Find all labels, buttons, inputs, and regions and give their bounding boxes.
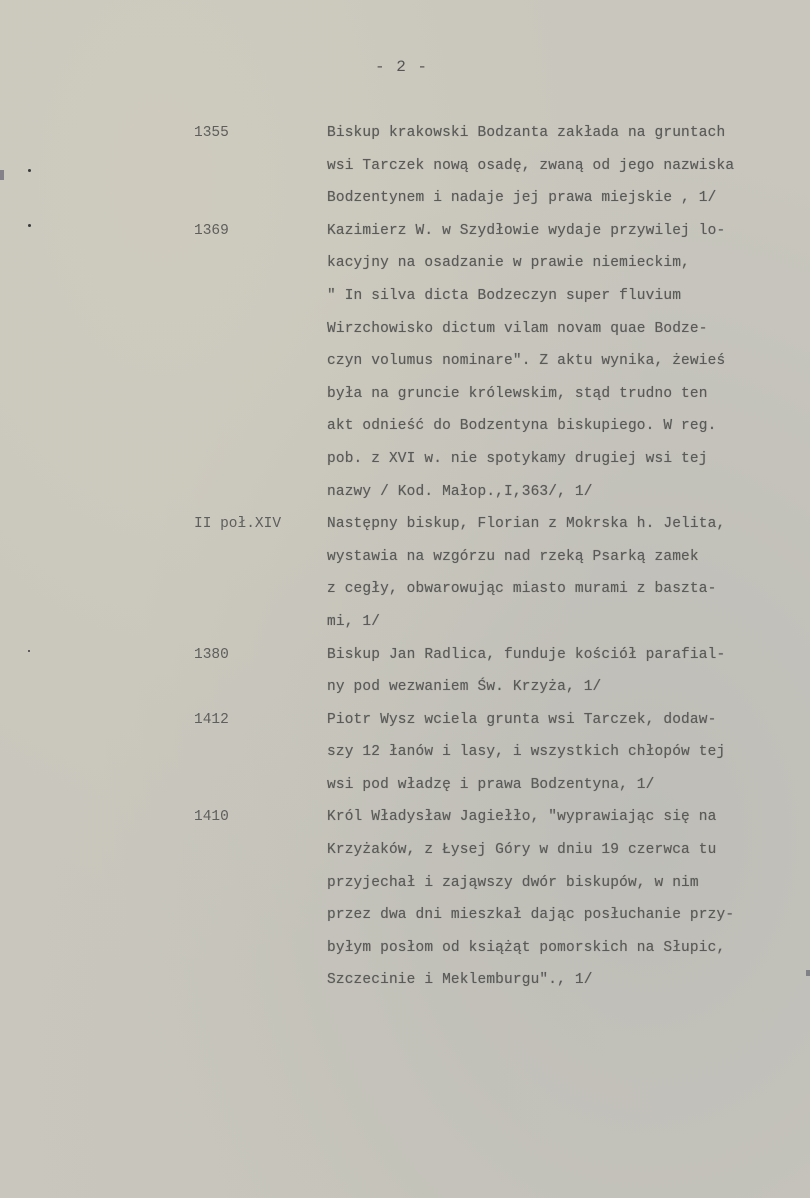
edge-mark xyxy=(806,970,810,976)
text-line: byłym posłom od książąt pomorskich na Słupic, xyxy=(327,939,726,956)
edge-mark xyxy=(0,170,4,180)
page-number: - 2 - xyxy=(375,58,429,76)
chronology-entry xyxy=(0,704,810,802)
text-line: wsi Tarczek nową osadę, zwaną od jego nazwiska xyxy=(327,157,735,174)
paper-speck xyxy=(28,650,30,652)
entry-year: 1412 xyxy=(194,711,229,728)
text-line: akt odnieść do Bodzentyna biskupiego. W reg. xyxy=(327,418,717,435)
text-line: " In silva dicta Bodzeczyn super fluvium xyxy=(327,287,682,304)
entry-text xyxy=(327,117,810,215)
text-line: mi, 1/ xyxy=(327,613,381,630)
text-line: przez dwa dni mieszkał dając posłuchanie przy- xyxy=(327,907,735,924)
entry-year: 1355 xyxy=(194,125,229,141)
text-line: czyn volumus nominare". Z aktu wynika, żewieś xyxy=(327,353,726,370)
text-line: Biskup krakowski Bodzanta zakłada na gruntach xyxy=(327,125,726,141)
text-line: Wirzchowisko dictum vilam novam quae Bodze- xyxy=(327,320,708,337)
text-line: wystawia na wzgórzu nad rzeką Psarką zamek xyxy=(327,548,699,565)
entry-text xyxy=(327,639,810,704)
chronology-entry xyxy=(0,117,810,215)
text-line: ny pod wezwaniem Św. Krzyża, 1/ xyxy=(327,679,602,696)
entry-text xyxy=(327,801,810,997)
text-line: Kazimierz W. w Szydłowie wydaje przywilej lo- xyxy=(327,222,726,239)
text-line: wsi pod władzę i prawa Bodzentyna, 1/ xyxy=(327,776,655,793)
entry-text xyxy=(327,704,810,802)
entry-year: II poł.XIV xyxy=(194,516,282,533)
text-line: z cegły, obwarowując miasto murami z baszta- xyxy=(327,581,717,598)
text-line: pob. z XVI w. nie spotykamy drugiej wsi tej xyxy=(327,450,708,467)
paper-speck xyxy=(28,169,31,172)
entry-year: 1380 xyxy=(194,646,229,663)
chronology-entry xyxy=(0,639,810,704)
entry-text xyxy=(327,508,810,638)
text-line: przyjechał i zająwszy dwór biskupów, w nim xyxy=(327,874,699,891)
chronology-entry xyxy=(0,215,810,508)
text-line: nazwy / Kod. Małop.,I,363/, 1/ xyxy=(327,483,593,500)
text-line: Następny biskup, Florian z Mokrska h. Jelita, xyxy=(327,516,726,533)
entry-year: 1369 xyxy=(194,222,229,239)
text-line: Piotr Wysz wcielа grunta wsi Tarczek, dodaw- xyxy=(327,711,717,728)
text-line: Szczecinie i Meklemburgu"., 1/ xyxy=(327,972,593,989)
chronology-entry xyxy=(0,508,810,638)
paper-speck xyxy=(28,224,31,227)
text-line: Bodzentynem i nadaje jej prawa miejskie , 1/ xyxy=(327,190,717,207)
text-line: Krzyżaków, z Łysej Góry w dniu 19 czerwca tu xyxy=(327,842,717,859)
chronology-list xyxy=(0,117,810,997)
text-line: szy 12 łanów i lasy, i wszystkich chłopów tej xyxy=(327,744,726,761)
text-line: kacyjny na osadzanie w prawie niemieckim, xyxy=(327,255,690,272)
entry-text xyxy=(327,215,810,508)
entry-year: 1410 xyxy=(194,809,229,826)
chronology-entry xyxy=(0,801,810,997)
text-line: Król Władysław Jagiełło, "wyprawiając się na xyxy=(327,809,717,826)
text-line: była na gruncie królewskim, stąd trudno ten xyxy=(327,385,708,402)
text-line: Biskup Jan Radlica, funduje kościół parafial- xyxy=(327,646,726,663)
